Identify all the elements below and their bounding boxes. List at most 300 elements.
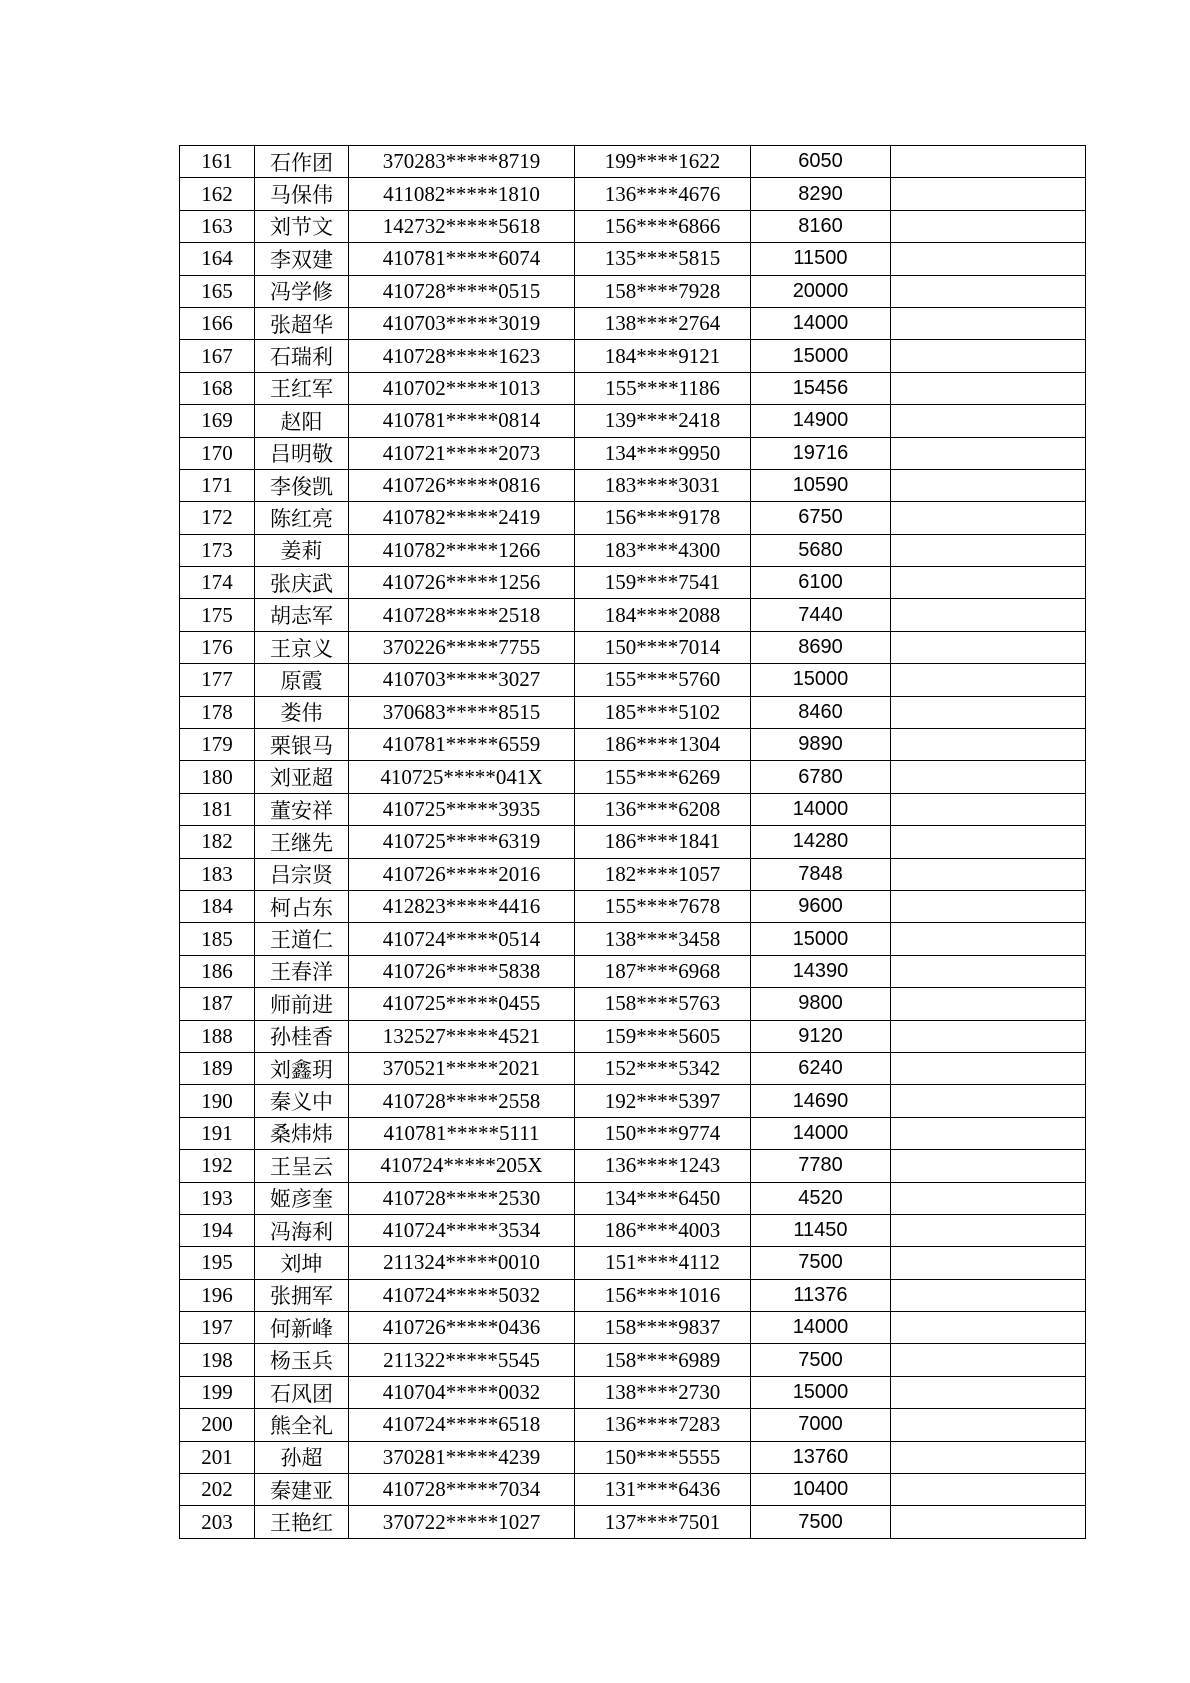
row-number-cell: 174 — [180, 567, 255, 599]
remark-cell — [891, 599, 1086, 631]
name-cell: 陈红亮 — [255, 502, 349, 534]
name-cell: 师前进 — [255, 988, 349, 1020]
remark-cell — [891, 1506, 1086, 1538]
name-cell: 吕明敬 — [255, 437, 349, 469]
id-number-cell: 410725*****041X — [349, 761, 575, 793]
amount-cell: 15000 — [751, 664, 891, 696]
table-row — [180, 243, 1086, 275]
table-row — [180, 502, 1086, 534]
table-row — [180, 405, 1086, 437]
name-cell: 马保伟 — [255, 178, 349, 210]
table-row — [180, 437, 1086, 469]
phone-cell: 134****6450 — [575, 1182, 751, 1214]
table-row — [180, 1020, 1086, 1052]
amount-cell: 10590 — [751, 469, 891, 501]
id-number-cell: 411082*****1810 — [349, 178, 575, 210]
amount-cell: 6050 — [751, 146, 891, 178]
name-cell: 杨玉兵 — [255, 1344, 349, 1376]
remark-cell — [891, 437, 1086, 469]
name-cell: 王红军 — [255, 372, 349, 404]
table-row — [180, 761, 1086, 793]
table-row — [180, 890, 1086, 922]
row-number-cell: 172 — [180, 502, 255, 534]
table-row — [180, 1214, 1086, 1246]
table-row — [180, 1344, 1086, 1376]
id-number-cell: 211324*****0010 — [349, 1247, 575, 1279]
row-number-cell: 199 — [180, 1376, 255, 1408]
remark-cell — [891, 988, 1086, 1020]
amount-cell: 14690 — [751, 1085, 891, 1117]
id-number-cell: 410726*****0436 — [349, 1312, 575, 1344]
phone-cell: 186****1304 — [575, 729, 751, 761]
remark-cell — [891, 275, 1086, 307]
name-cell: 何新峰 — [255, 1312, 349, 1344]
phone-cell: 159****7541 — [575, 567, 751, 599]
remark-cell — [891, 1182, 1086, 1214]
amount-cell: 9600 — [751, 890, 891, 922]
row-number-cell: 190 — [180, 1085, 255, 1117]
remark-cell — [891, 178, 1086, 210]
id-number-cell: 410781*****6074 — [349, 243, 575, 275]
phone-cell: 186****1841 — [575, 826, 751, 858]
table-row — [180, 210, 1086, 242]
name-cell: 张庆武 — [255, 567, 349, 599]
name-cell: 张超华 — [255, 307, 349, 339]
phone-cell: 150****7014 — [575, 631, 751, 663]
row-number-cell: 187 — [180, 988, 255, 1020]
table-row — [180, 793, 1086, 825]
table-row — [180, 469, 1086, 501]
name-cell: 栗银马 — [255, 729, 349, 761]
name-cell: 秦义中 — [255, 1085, 349, 1117]
table-row — [180, 534, 1086, 566]
id-number-cell: 410703*****3019 — [349, 307, 575, 339]
amount-cell: 7000 — [751, 1409, 891, 1441]
row-number-cell: 171 — [180, 469, 255, 501]
amount-cell: 9890 — [751, 729, 891, 761]
remark-cell — [891, 923, 1086, 955]
name-cell: 董安祥 — [255, 793, 349, 825]
row-number-cell: 182 — [180, 826, 255, 858]
phone-cell: 134****9950 — [575, 437, 751, 469]
remark-cell — [891, 1020, 1086, 1052]
id-number-cell: 410781*****5111 — [349, 1117, 575, 1149]
table-row — [180, 1376, 1086, 1408]
phone-cell: 185****5102 — [575, 696, 751, 728]
row-number-cell: 191 — [180, 1117, 255, 1149]
table-row — [180, 340, 1086, 372]
row-number-cell: 177 — [180, 664, 255, 696]
phone-cell: 184****2088 — [575, 599, 751, 631]
name-cell: 柯占东 — [255, 890, 349, 922]
name-cell: 刘亚超 — [255, 761, 349, 793]
phone-cell: 183****4300 — [575, 534, 751, 566]
amount-cell: 19716 — [751, 437, 891, 469]
table-row — [180, 178, 1086, 210]
row-number-cell: 178 — [180, 696, 255, 728]
remark-cell — [891, 793, 1086, 825]
table-row — [180, 567, 1086, 599]
table-row — [180, 826, 1086, 858]
amount-cell: 6100 — [751, 567, 891, 599]
name-cell: 冯学修 — [255, 275, 349, 307]
name-cell: 熊全礼 — [255, 1409, 349, 1441]
name-cell: 石瑞利 — [255, 340, 349, 372]
row-number-cell: 183 — [180, 858, 255, 890]
amount-cell: 15000 — [751, 340, 891, 372]
amount-cell: 11500 — [751, 243, 891, 275]
row-number-cell: 198 — [180, 1344, 255, 1376]
remark-cell — [891, 502, 1086, 534]
remark-cell — [891, 761, 1086, 793]
phone-cell: 136****6208 — [575, 793, 751, 825]
row-number-cell: 194 — [180, 1214, 255, 1246]
amount-cell: 14900 — [751, 405, 891, 437]
name-cell: 孙桂香 — [255, 1020, 349, 1052]
table-row — [180, 307, 1086, 339]
name-cell: 张拥军 — [255, 1279, 349, 1311]
name-cell: 石风团 — [255, 1376, 349, 1408]
row-number-cell: 201 — [180, 1441, 255, 1473]
row-number-cell: 184 — [180, 890, 255, 922]
remark-cell — [891, 146, 1086, 178]
id-number-cell: 410728*****0515 — [349, 275, 575, 307]
table-row — [180, 631, 1086, 663]
table-row — [180, 955, 1086, 987]
id-number-cell: 410726*****1256 — [349, 567, 575, 599]
name-cell: 刘鑫玥 — [255, 1052, 349, 1084]
name-cell: 冯海利 — [255, 1214, 349, 1246]
remark-cell — [891, 1344, 1086, 1376]
row-number-cell: 200 — [180, 1409, 255, 1441]
row-number-cell: 197 — [180, 1312, 255, 1344]
name-cell: 李俊凯 — [255, 469, 349, 501]
id-number-cell: 410726*****0816 — [349, 469, 575, 501]
table-row — [180, 1150, 1086, 1182]
amount-cell: 9800 — [751, 988, 891, 1020]
id-number-cell: 370283*****8719 — [349, 146, 575, 178]
name-cell: 石作团 — [255, 146, 349, 178]
name-cell: 王道仁 — [255, 923, 349, 955]
amount-cell: 11376 — [751, 1279, 891, 1311]
row-number-cell: 202 — [180, 1474, 255, 1506]
amount-cell: 7500 — [751, 1344, 891, 1376]
row-number-cell: 193 — [180, 1182, 255, 1214]
id-number-cell: 410728*****2518 — [349, 599, 575, 631]
id-number-cell: 410782*****1266 — [349, 534, 575, 566]
phone-cell: 156****1016 — [575, 1279, 751, 1311]
phone-cell: 158****5763 — [575, 988, 751, 1020]
remark-cell — [891, 534, 1086, 566]
remark-cell — [891, 1441, 1086, 1473]
name-cell: 姜莉 — [255, 534, 349, 566]
name-cell: 王继先 — [255, 826, 349, 858]
amount-cell: 7500 — [751, 1506, 891, 1538]
row-number-cell: 169 — [180, 405, 255, 437]
amount-cell: 4520 — [751, 1182, 891, 1214]
name-cell: 娄伟 — [255, 696, 349, 728]
phone-cell: 156****9178 — [575, 502, 751, 534]
name-cell: 刘节文 — [255, 210, 349, 242]
amount-cell: 14000 — [751, 307, 891, 339]
phone-cell: 138****3458 — [575, 923, 751, 955]
id-number-cell: 410728*****1623 — [349, 340, 575, 372]
phone-cell: 135****5815 — [575, 243, 751, 275]
phone-cell: 138****2730 — [575, 1376, 751, 1408]
phone-cell: 159****5605 — [575, 1020, 751, 1052]
remark-cell — [891, 340, 1086, 372]
id-number-cell: 410702*****1013 — [349, 372, 575, 404]
row-number-cell: 167 — [180, 340, 255, 372]
remark-cell — [891, 1085, 1086, 1117]
remark-cell — [891, 567, 1086, 599]
phone-cell: 136****7283 — [575, 1409, 751, 1441]
name-cell: 原霞 — [255, 664, 349, 696]
remark-cell — [891, 729, 1086, 761]
table-row — [180, 1441, 1086, 1473]
table-row — [180, 858, 1086, 890]
phone-cell: 136****4676 — [575, 178, 751, 210]
amount-cell: 5680 — [751, 534, 891, 566]
id-number-cell: 370226*****7755 — [349, 631, 575, 663]
row-number-cell: 163 — [180, 210, 255, 242]
phone-cell: 187****6968 — [575, 955, 751, 987]
records-table-body — [180, 146, 1086, 1539]
table-row — [180, 1247, 1086, 1279]
row-number-cell: 168 — [180, 372, 255, 404]
phone-cell: 184****9121 — [575, 340, 751, 372]
name-cell: 李双建 — [255, 243, 349, 275]
remark-cell — [891, 1214, 1086, 1246]
name-cell: 桑炜炜 — [255, 1117, 349, 1149]
name-cell: 孙超 — [255, 1441, 349, 1473]
id-number-cell: 410724*****6518 — [349, 1409, 575, 1441]
id-number-cell: 370281*****4239 — [349, 1441, 575, 1473]
remark-cell — [891, 469, 1086, 501]
remark-cell — [891, 1150, 1086, 1182]
phone-cell: 158****6989 — [575, 1344, 751, 1376]
id-number-cell: 410782*****2419 — [349, 502, 575, 534]
name-cell: 王春洋 — [255, 955, 349, 987]
id-number-cell: 370722*****1027 — [349, 1506, 575, 1538]
phone-cell: 150****5555 — [575, 1441, 751, 1473]
row-number-cell: 195 — [180, 1247, 255, 1279]
row-number-cell: 162 — [180, 178, 255, 210]
amount-cell: 6750 — [751, 502, 891, 534]
row-number-cell: 180 — [180, 761, 255, 793]
name-cell: 刘坤 — [255, 1247, 349, 1279]
id-number-cell: 211322*****5545 — [349, 1344, 575, 1376]
id-number-cell: 410725*****3935 — [349, 793, 575, 825]
remark-cell — [891, 826, 1086, 858]
name-cell: 姬彦奎 — [255, 1182, 349, 1214]
id-number-cell: 410724*****205X — [349, 1150, 575, 1182]
remark-cell — [891, 210, 1086, 242]
row-number-cell: 175 — [180, 599, 255, 631]
amount-cell: 10400 — [751, 1474, 891, 1506]
row-number-cell: 164 — [180, 243, 255, 275]
phone-cell: 186****4003 — [575, 1214, 751, 1246]
row-number-cell: 185 — [180, 923, 255, 955]
remark-cell — [891, 307, 1086, 339]
amount-cell: 9120 — [751, 1020, 891, 1052]
id-number-cell: 410781*****0814 — [349, 405, 575, 437]
phone-cell: 151****4112 — [575, 1247, 751, 1279]
id-number-cell: 410724*****0514 — [349, 923, 575, 955]
phone-cell: 155****1186 — [575, 372, 751, 404]
row-number-cell: 186 — [180, 955, 255, 987]
table-row — [180, 1409, 1086, 1441]
amount-cell: 6780 — [751, 761, 891, 793]
table-row — [180, 599, 1086, 631]
amount-cell: 8160 — [751, 210, 891, 242]
amount-cell: 8690 — [751, 631, 891, 663]
phone-cell: 158****7928 — [575, 275, 751, 307]
id-number-cell: 410724*****5032 — [349, 1279, 575, 1311]
amount-cell: 14000 — [751, 1312, 891, 1344]
row-number-cell: 166 — [180, 307, 255, 339]
id-number-cell: 410724*****3534 — [349, 1214, 575, 1246]
amount-cell: 6240 — [751, 1052, 891, 1084]
id-number-cell: 410726*****5838 — [349, 955, 575, 987]
name-cell: 胡志军 — [255, 599, 349, 631]
table-row — [180, 275, 1086, 307]
phone-cell: 182****1057 — [575, 858, 751, 890]
row-number-cell: 176 — [180, 631, 255, 663]
remark-cell — [891, 1247, 1086, 1279]
amount-cell: 8290 — [751, 178, 891, 210]
id-number-cell: 412823*****4416 — [349, 890, 575, 922]
amount-cell: 14390 — [751, 955, 891, 987]
phone-cell: 155****5760 — [575, 664, 751, 696]
remark-cell — [891, 372, 1086, 404]
amount-cell: 15000 — [751, 1376, 891, 1408]
phone-cell: 192****5397 — [575, 1085, 751, 1117]
amount-cell: 7848 — [751, 858, 891, 890]
remark-cell — [891, 405, 1086, 437]
id-number-cell: 132527*****4521 — [349, 1020, 575, 1052]
table-row — [180, 1117, 1086, 1149]
remark-cell — [891, 1117, 1086, 1149]
name-cell: 王艳红 — [255, 1506, 349, 1538]
id-number-cell: 410704*****0032 — [349, 1376, 575, 1408]
id-number-cell: 410728*****7034 — [349, 1474, 575, 1506]
table-row — [180, 988, 1086, 1020]
phone-cell: 131****6436 — [575, 1474, 751, 1506]
phone-cell: 199****1622 — [575, 146, 751, 178]
remark-cell — [891, 1474, 1086, 1506]
phone-cell: 139****2418 — [575, 405, 751, 437]
amount-cell: 14280 — [751, 826, 891, 858]
row-number-cell: 173 — [180, 534, 255, 566]
amount-cell: 7500 — [751, 1247, 891, 1279]
name-cell: 吕宗贤 — [255, 858, 349, 890]
table-row — [180, 923, 1086, 955]
amount-cell: 14000 — [751, 793, 891, 825]
remark-cell — [891, 955, 1086, 987]
id-number-cell: 410726*****2016 — [349, 858, 575, 890]
row-number-cell: 189 — [180, 1052, 255, 1084]
remark-cell — [891, 696, 1086, 728]
phone-cell: 136****1243 — [575, 1150, 751, 1182]
amount-cell: 20000 — [751, 275, 891, 307]
table-row — [180, 664, 1086, 696]
amount-cell: 11450 — [751, 1214, 891, 1246]
phone-cell: 155****6269 — [575, 761, 751, 793]
table-row — [180, 1085, 1086, 1117]
id-number-cell: 410728*****2530 — [349, 1182, 575, 1214]
row-number-cell: 192 — [180, 1150, 255, 1182]
remark-cell — [891, 1052, 1086, 1084]
id-number-cell: 410725*****6319 — [349, 826, 575, 858]
name-cell: 王呈云 — [255, 1150, 349, 1182]
row-number-cell: 203 — [180, 1506, 255, 1538]
amount-cell: 8460 — [751, 696, 891, 728]
phone-cell: 156****6866 — [575, 210, 751, 242]
id-number-cell: 410725*****0455 — [349, 988, 575, 1020]
amount-cell: 15000 — [751, 923, 891, 955]
table-row — [180, 1506, 1086, 1538]
table-row — [180, 1182, 1086, 1214]
id-number-cell: 410721*****2073 — [349, 437, 575, 469]
row-number-cell: 179 — [180, 729, 255, 761]
phone-cell: 150****9774 — [575, 1117, 751, 1149]
table-row — [180, 696, 1086, 728]
name-cell: 赵阳 — [255, 405, 349, 437]
name-cell: 秦建亚 — [255, 1474, 349, 1506]
remark-cell — [891, 1279, 1086, 1311]
id-number-cell: 142732*****5618 — [349, 210, 575, 242]
table-row — [180, 729, 1086, 761]
id-number-cell: 410781*****6559 — [349, 729, 575, 761]
row-number-cell: 161 — [180, 146, 255, 178]
row-number-cell: 181 — [180, 793, 255, 825]
amount-cell: 13760 — [751, 1441, 891, 1473]
amount-cell: 14000 — [751, 1117, 891, 1149]
row-number-cell: 196 — [180, 1279, 255, 1311]
table-row — [180, 372, 1086, 404]
remark-cell — [891, 1409, 1086, 1441]
phone-cell: 138****2764 — [575, 307, 751, 339]
amount-cell: 15456 — [751, 372, 891, 404]
remark-cell — [891, 243, 1086, 275]
phone-cell: 155****7678 — [575, 890, 751, 922]
table-row — [180, 1279, 1086, 1311]
records-table — [179, 145, 1086, 1539]
id-number-cell: 410703*****3027 — [349, 664, 575, 696]
remark-cell — [891, 1376, 1086, 1408]
id-number-cell: 370521*****2021 — [349, 1052, 575, 1084]
remark-cell — [891, 858, 1086, 890]
row-number-cell: 165 — [180, 275, 255, 307]
id-number-cell: 370683*****8515 — [349, 696, 575, 728]
amount-cell: 7440 — [751, 599, 891, 631]
remark-cell — [891, 1312, 1086, 1344]
row-number-cell: 188 — [180, 1020, 255, 1052]
table-row — [180, 1474, 1086, 1506]
amount-cell: 7780 — [751, 1150, 891, 1182]
remark-cell — [891, 631, 1086, 663]
phone-cell: 152****5342 — [575, 1052, 751, 1084]
table-row — [180, 146, 1086, 178]
phone-cell: 158****9837 — [575, 1312, 751, 1344]
name-cell: 王京义 — [255, 631, 349, 663]
row-number-cell: 170 — [180, 437, 255, 469]
remark-cell — [891, 890, 1086, 922]
id-number-cell: 410728*****2558 — [349, 1085, 575, 1117]
phone-cell: 183****3031 — [575, 469, 751, 501]
remark-cell — [891, 664, 1086, 696]
